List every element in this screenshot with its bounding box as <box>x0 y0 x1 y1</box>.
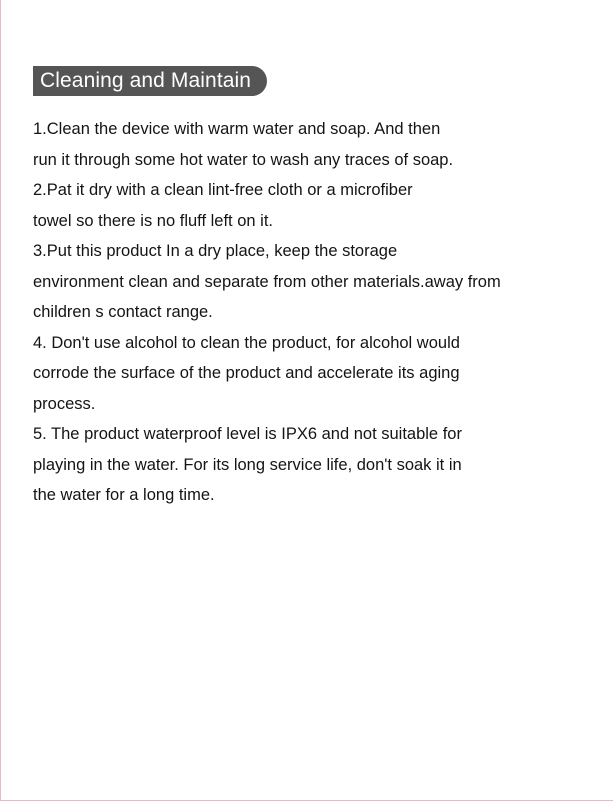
text-line: playing in the water. For its long service life, don't soak it in <box>33 455 462 474</box>
text-line: the water for a long time. <box>33 486 215 504</box>
text-line: run it through some hot water to wash any traces of soap. <box>33 150 454 169</box>
text-line: towel so there is no fluff left on it. <box>33 211 273 230</box>
section-heading: Cleaning and Maintain <box>33 66 267 96</box>
text-line: 4. Don't use alcohol to clean the product, for alcohol would <box>33 333 460 352</box>
text-line: environment clean and separate from other materials.away from <box>33 272 501 291</box>
text-line: 2.Pat it dry with a clean lint-free cloth or a microfiber <box>33 181 413 199</box>
text-line: children s contact range. <box>33 303 213 321</box>
text-line: process. <box>33 394 96 413</box>
text-line: 5. The product waterproof level is IPX6 and not suitable for <box>33 425 462 443</box>
text-line: corrode the surface of the product and accelerate its aging <box>33 364 460 382</box>
instructions-body <box>33 114 593 511</box>
text-line: 3.Put this product In a dry place, keep the storage <box>33 242 398 260</box>
text-line: 1.Clean the device with warm water and soap. And then <box>33 120 441 138</box>
